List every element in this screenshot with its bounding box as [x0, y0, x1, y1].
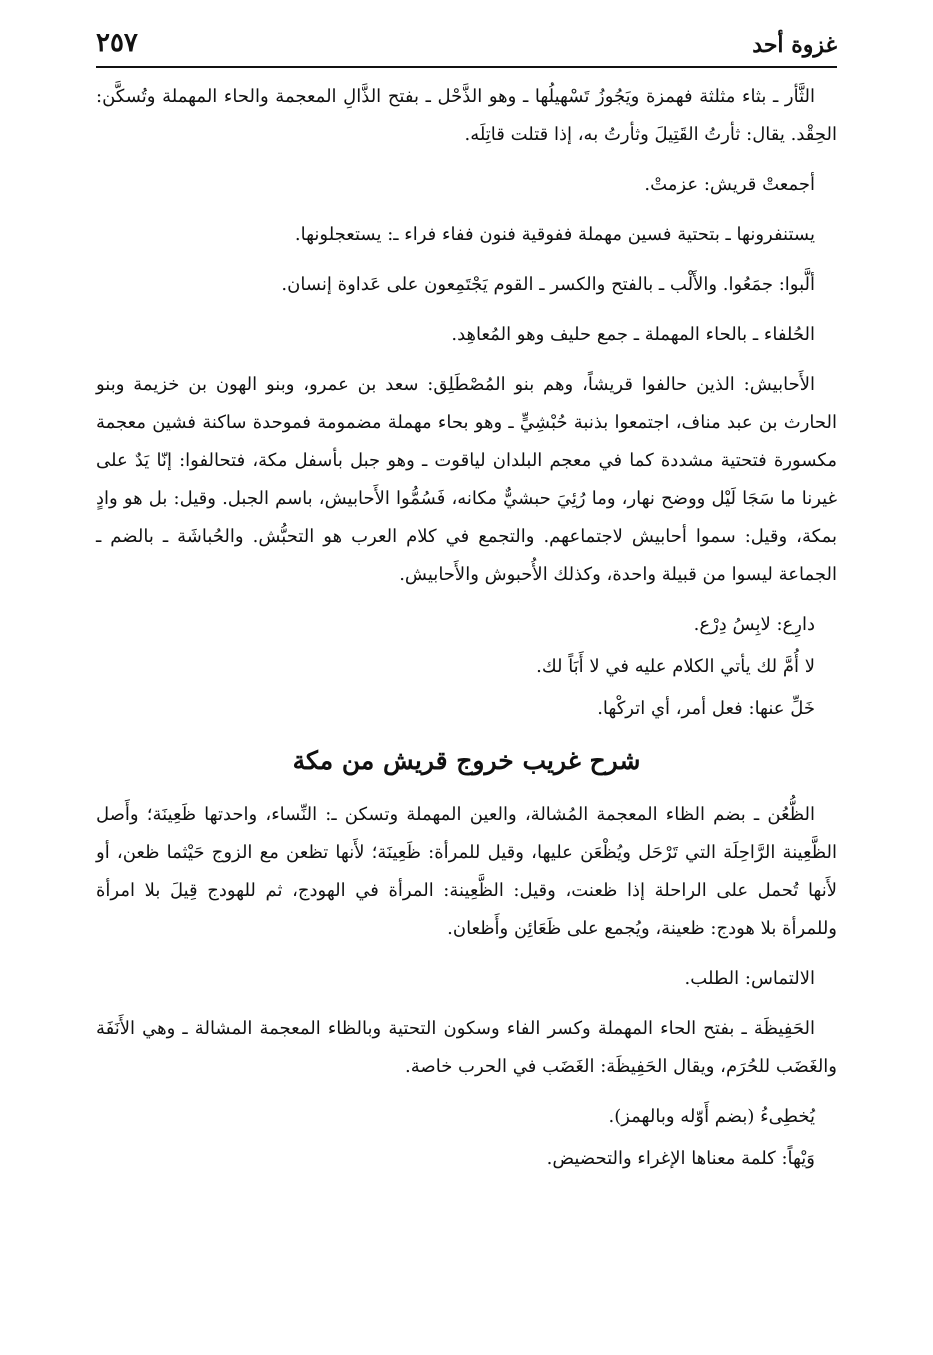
glossary-entry-hulafa: الحُلفاء ـ بالحاء المهملة ـ جمع حليف وهو المُعاهِد. [451, 324, 815, 345]
glossary-entry-la-umma: لا أُمَّ لك يأتي الكلام عليه في لا أَبَاً لك. [536, 656, 815, 677]
section-title: شرح غريب خروج قريش من مكة [292, 746, 641, 775]
glossary-entry-dari: دارِع: لابِسُ دِرْع. [693, 614, 815, 635]
glossary-entry-yastanfirunaha: يستنفرونها ـ بتحتية فسين مهملة ففوقية فنون ففاء فراء ـ: يستعجلونها. [294, 224, 815, 245]
page-number: ٢٥٧ [96, 28, 138, 58]
page-content [96, 78, 837, 1190]
glossary-entry-wayhan: وَيْهاً: كلمة معناها الإغراء والتحضيض. [546, 1148, 815, 1169]
page-header [96, 26, 837, 68]
glossary-entry-ajmaat: أجمعتْ قريش: عزمتْ. [644, 174, 815, 195]
glossary-entry-hafiza: الحَفِيظَة ـ بفتح الحاء المهملة وكسر الفاء وسكون التحتية وبالظاء المعجمة المشالة ـ وهي الأَنَفَة والغَضَب للحُرَم، ويقال الحَفِيظَة: الغَضَب في الحرب خاصة. [96, 1018, 837, 1077]
glossary-entry-khalli: خَلِّ عنها: فعل أمر، أي اتركْها. [597, 698, 815, 719]
running-title: غزوة أحد [752, 32, 837, 58]
glossary-entry-iltimas: الالتماس: الطلب. [684, 968, 815, 989]
glossary-entry-ahabish: الأَحابيش: الذين حالفوا قريشاً، وهم بنو المُصْطَلِق: سعد بن عمرو، وبنو الهون بن خزيمة وبنو الحارث بن عبد مناف، اجتمعوا بذنبة حُبْشِيٍّ ـ وهو بحاء مهملة مضمومة فموحدة ساكنة فشين معجمة مكسورة فتحتية مشددة كما في معجم البلدان لياقوت ـ وهو جبل بأسفل مكة، فتحالفوا: إنّا يَدٌ على غيرنا ما سَجَا لَيْل ووضح نهار، وما رُئِيَ حبشيٌّ مكانه، فَسُمُّوا الأَحابيش، باسم الجبل. وقيل: بل هو وادٍ بمكة، وقيل: سموا أحابيش لاجتماعهم. والتجمع في كلام العرب هو التحبُّش. والحُباشَة ـ بالضم ـ الجماعة ليسوا من قبيلة واحدة، وكذلك الأُحبوش والأَحابيش. [96, 374, 837, 585]
glossary-entry-zuun: الظُّعُن ـ بضم الظاء المعجمة المُشالة، والعين المهملة وتسكن ـ: النِّساء، واحدتها ظَعِينَة؛ وأَصل الظَّعِينة الرَّاحِلَة التي تَرْحَل ويُظْعَن عليها، وقيل للمرأة: ظَعِينَة؛ لأَنها تظعن مع الزوج حَيْثما ظعن، أو لأَنها تُحمل على الراحلة إذا ظعنت، وقيل: الظَّعِينة: المرأة في الهودج، ثم للهودج قِيلَ بلا امرأة وللمرأة بلا هودج: ظعينة، ويُجمع على ظَعَائِن وأَظعان. [96, 804, 837, 939]
glossary-entry-thaar: الثَّأر ـ بثاء مثلثة فهمزة ويَجُوزُ تَسْهيلُها ـ وهو الذَّحْل ـ بفتح الذَّالِ المعجمة والحاء المهملة وتُسكَّن: الحِقْد. يقال: ثأرتُ القَتِيلَ وثأرتُ به، إذا قتلت قاتِلَه. [96, 86, 837, 145]
glossary-entry-allabu: ألَّبوا: جمَعُوا. والأَلْب ـ بالفتح والكسر ـ القوم يَجْتَمِعون على عَداوة إنسان. [281, 274, 815, 295]
glossary-entry-yukhti: يُخطِىءُ (بضم أَوّله وبالهمز). [608, 1106, 815, 1127]
